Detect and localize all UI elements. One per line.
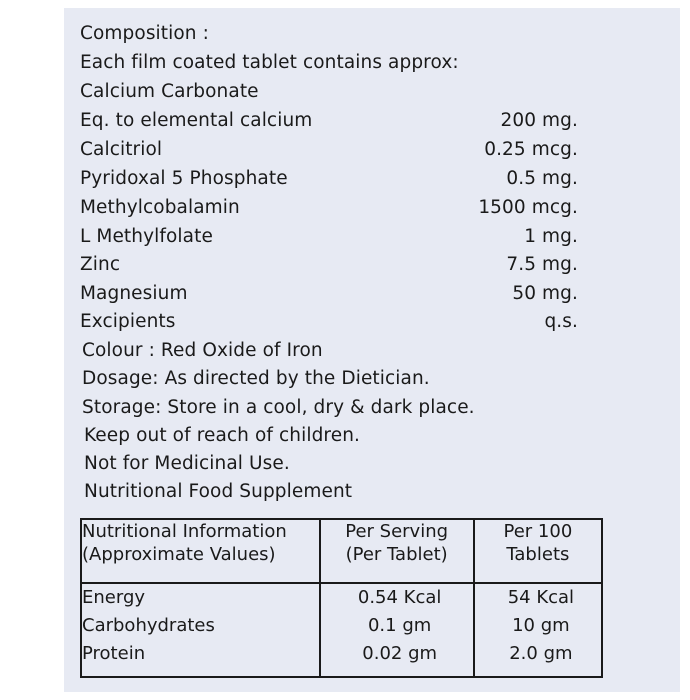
ingredient-name: Zinc (80, 254, 121, 275)
ingredient-amount: 0.25 mcg. (484, 139, 578, 160)
ingredient-name: Calcium Carbonate (80, 81, 259, 102)
ingredient-name: L Methylfolate (80, 226, 213, 247)
composition-heading: Composition : (80, 23, 209, 44)
header-line: Tablets (506, 544, 570, 565)
per-100-value: 54 Kcal (507, 587, 575, 608)
ingredient-name: Calcitriol (80, 139, 163, 160)
per-100-column (474, 583, 602, 677)
storage-note: Storage: Store in a cool, dry & dark place. (82, 397, 475, 418)
composition-intro: Each film coated tablet contains approx: (80, 52, 459, 73)
header-line: (Per Tablet) (345, 544, 448, 565)
ingredient-amount: q.s. (544, 311, 578, 332)
nutrition-table (80, 518, 603, 678)
dosage-note: Dosage: As directed by the Dietician. (82, 368, 430, 389)
ingredient-name: Methylcobalamin (80, 197, 240, 218)
ingredient-name: Magnesium (80, 283, 188, 304)
ingredient-amount: 1 mg. (524, 226, 578, 247)
header-line: (Approximate Values) (82, 544, 276, 565)
per-100-value: 2.0 gm (509, 643, 573, 664)
per-serving-value: 0.02 gm (362, 643, 438, 664)
medicinal-note: Not for Medicinal Use. (84, 453, 290, 474)
warning-note: Keep out of reach of children. (84, 425, 361, 446)
table-header-row (81, 519, 602, 583)
ingredient-name: Excipients (80, 311, 176, 332)
nutrient-name: Carbohydrates (82, 615, 215, 636)
per-serving-column (320, 583, 474, 677)
per-serving-value: 0.1 gm (367, 615, 432, 636)
ingredient-amount: 200 mg. (500, 110, 578, 131)
nutrient-column (81, 583, 320, 677)
ingredient-amount: 7.5 mg. (506, 254, 578, 275)
ingredient-amount: 0.5 mg. (506, 168, 578, 189)
nutrient-name: Energy (82, 587, 146, 608)
ingredient-amount: 50 mg. (512, 283, 578, 304)
table-body-row (81, 583, 602, 677)
ingredient-name: Eq. to elemental calcium (80, 110, 313, 131)
supplement-note: Nutritional Food Supplement (84, 481, 353, 502)
header-nutrition-info (81, 519, 320, 583)
ingredient-amount: 1500 mcg. (478, 197, 578, 218)
ingredient-name: Pyridoxal 5 Phosphate (80, 168, 288, 189)
header-line: Per Serving (345, 521, 449, 542)
header-line: Per 100 (503, 521, 573, 542)
header-line: Nutritional Information (82, 521, 287, 542)
per-serving-value: 0.54 Kcal (357, 587, 442, 608)
colour-note: Colour : Red Oxide of Iron (82, 340, 323, 361)
header-per-serving (320, 519, 474, 583)
header-per-100 (474, 519, 602, 583)
per-100-value: 10 gm (512, 615, 570, 636)
nutrient-name: Protein (82, 643, 146, 664)
